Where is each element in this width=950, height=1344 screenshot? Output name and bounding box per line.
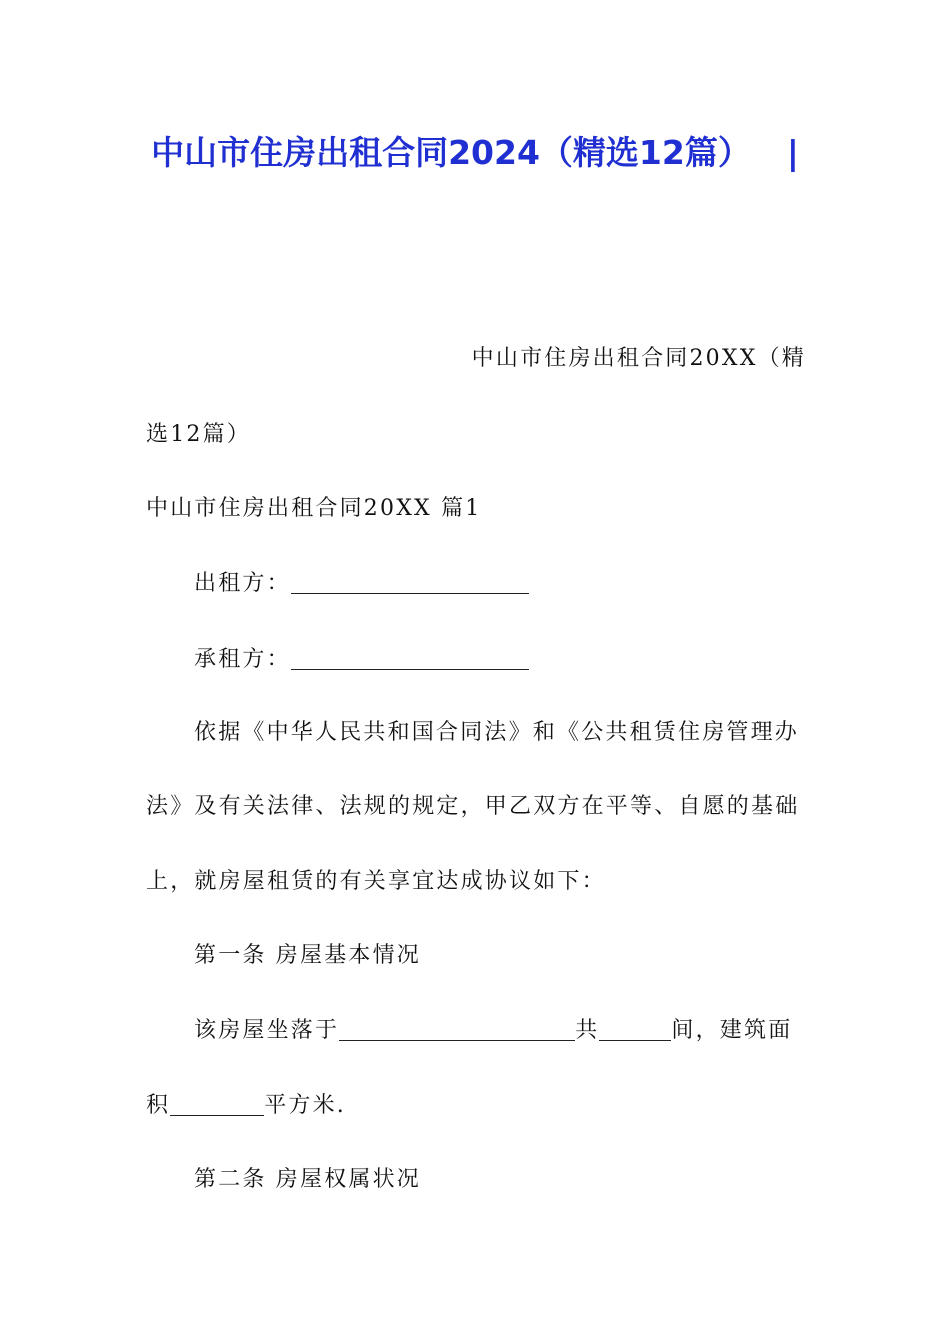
article-1-text-b: 共	[575, 1018, 600, 1043]
article-1-heading: 第一条 房屋基本情况	[194, 943, 421, 968]
lessor-row	[194, 567, 806, 601]
title-bar: |	[786, 133, 799, 172]
rooms-blank[interactable]	[599, 1018, 671, 1041]
lessee-row	[194, 643, 806, 677]
section-heading: 中山市住房出租合同20XX 篇1	[146, 496, 482, 521]
paragraph-1-line-1: 依据《中华人民共和国合同法》和《公共租赁住房管理办	[194, 720, 800, 745]
area-blank[interactable]	[170, 1093, 264, 1116]
subtitle-line-1: 中山市住房出租合同20XX（精	[471, 346, 806, 371]
article-1-text-d: 积	[146, 1093, 171, 1118]
lessor-label: 出租方：	[194, 571, 291, 596]
lessee-blank[interactable]	[291, 647, 529, 670]
article-1-text-c: 间，建筑面	[671, 1018, 793, 1043]
article-2-heading: 第二条 房屋权属状况	[194, 1167, 421, 1192]
lessor-blank[interactable]	[291, 571, 529, 594]
document-title	[0, 128, 950, 178]
address-blank[interactable]	[339, 1018, 575, 1041]
lessee-label: 承租方：	[194, 647, 291, 672]
article-1-line-2	[146, 1089, 806, 1123]
paragraph-1-line-3: 上，就房屋租赁的有关享宜达成协议如下：	[146, 869, 606, 894]
article-1-text-a: 该房屋坐落于	[194, 1018, 340, 1043]
subtitle-line-2: 选12篇）	[146, 422, 251, 447]
paragraph-1-line-2: 法》及有关法律、法规的规定，甲乙双方在平等、自愿的基础	[146, 794, 800, 819]
article-1-text-e: 平方米.	[264, 1093, 346, 1118]
article-1-line-1	[194, 1014, 806, 1048]
title-text: 中山市住房出租合同2024（精选12篇）	[151, 133, 751, 172]
